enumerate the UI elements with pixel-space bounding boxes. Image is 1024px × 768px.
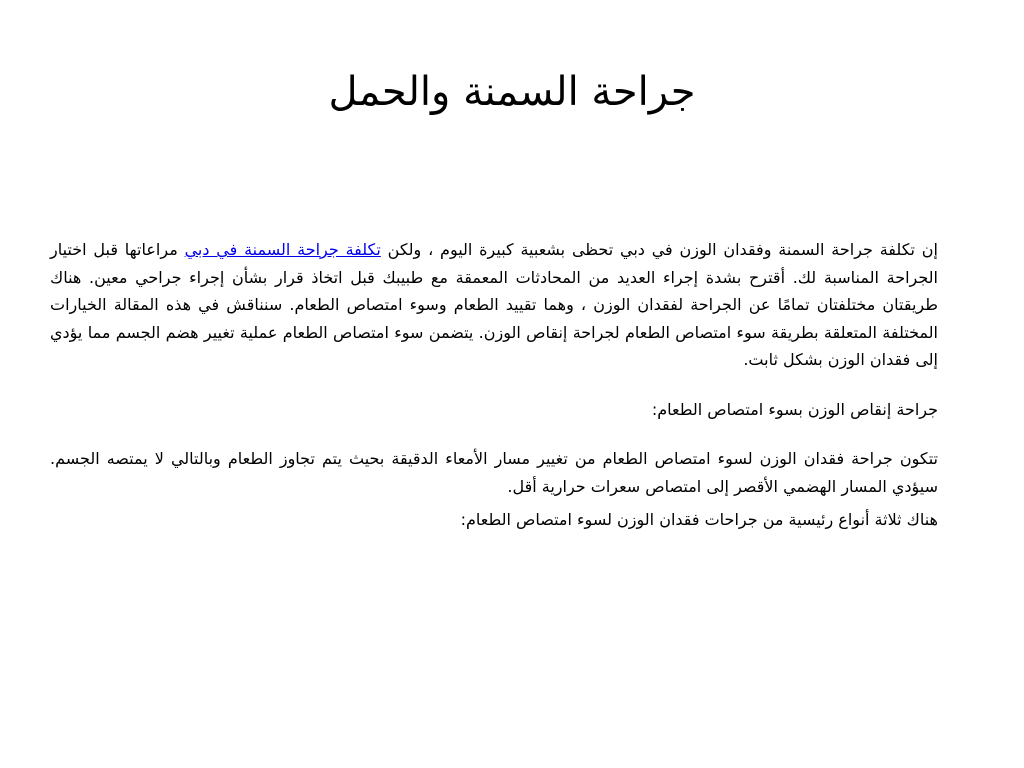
intro-text-after-link: مراعاتها قبل اختيار الجراحة المناسبة لك. أقترح بشدة إجراء العديد من المحادثات المعمقة مع طبيبك قبل اتخاذ قرار بشأن إجراء جراحي معين. هناك طريقتان مختلفتان تمامًا عن الجراحة لفقدان الوزن ، وهما تقييد الطعام وسوء امتصاص الطعام. سنناقش في هذه المقالة الخيارات المختلفة المتعلقة بطريقة سوء امتصاص الطعام لجراحة إنقاص الوزن. يتضمن سوء امتصاص الطعام عملية تغيير هضم الجسم مما يؤدي إلى فقدان الوزن بشكل ثابت. [50,240,938,369]
intro-paragraph [50,236,938,374]
malabsorption-paragraph: تتكون جراحة فقدان الوزن لسوء امتصاص الطعام من تغيير مسار الأمعاء الدقيقة بحيث يتم تجاوز الطعام وبالتالي لا يمتصه الجسم. سيؤدي المسار الهضمي الأقصر إلى امتصاص سعرات حرارية أقل. [50,449,938,496]
intro-text-before-link: إن تكلفة جراحة السمنة وفقدان الوزن في دبي تحظى بشعبية كبيرة اليوم ، ولكن [380,240,938,259]
page-title: جراحة السمنة والحمل [328,69,696,115]
article-body [50,236,938,534]
section-heading-paragraph: جراحة إنقاص الوزن بسوء امتصاص الطعام: [651,399,938,419]
surgery-cost-link[interactable]: تكلفة جراحة السمنة في دبي [184,240,381,259]
types-intro-paragraph: هناك ثلاثة أنواع رئيسية من جراحات فقدان الوزن لسوء امتصاص الطعام: [460,510,938,529]
